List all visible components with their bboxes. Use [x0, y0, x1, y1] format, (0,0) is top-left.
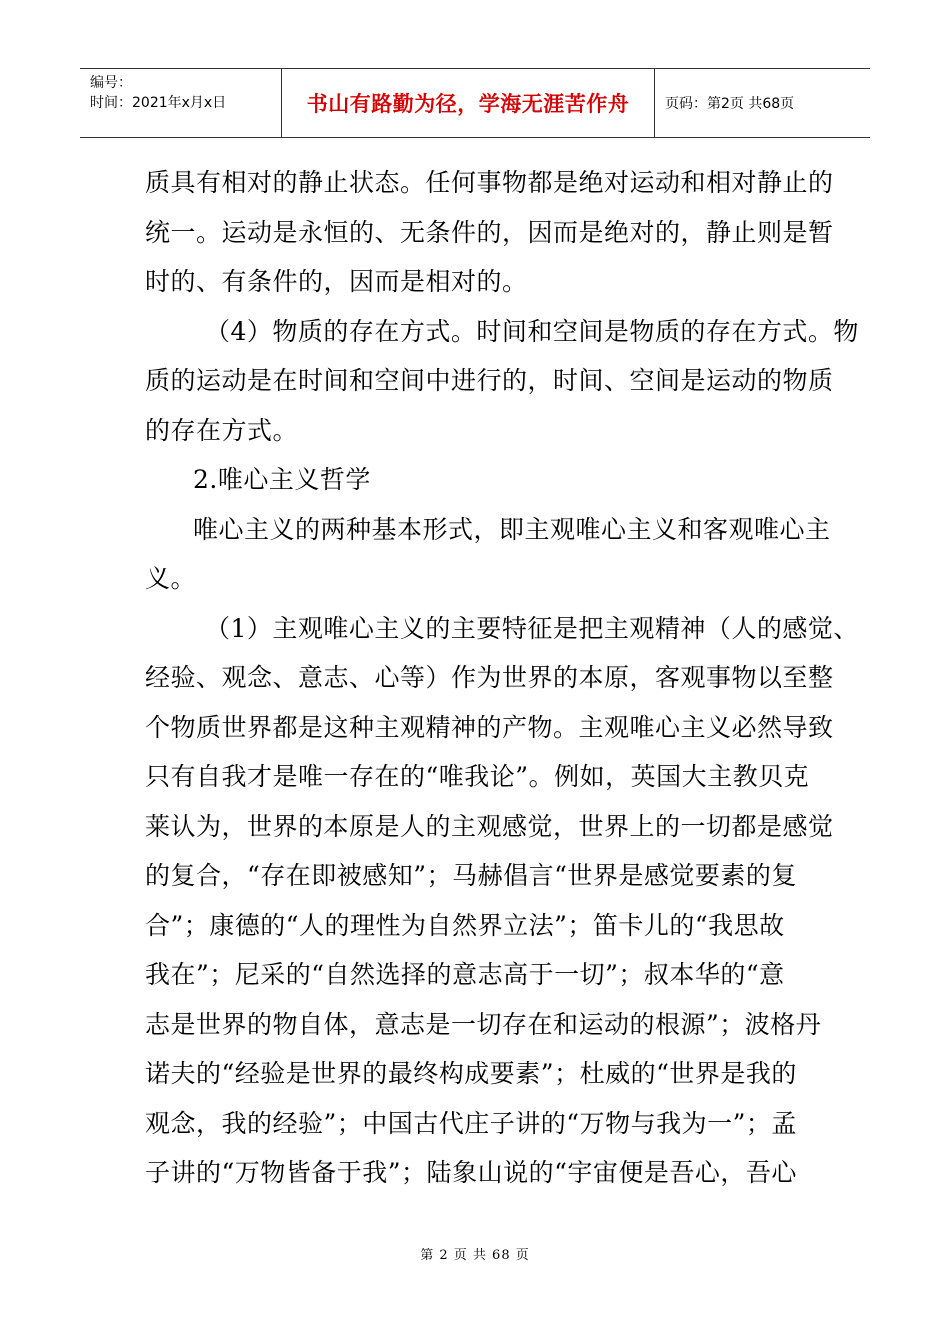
header-meta — [80, 69, 282, 137]
body-line: 时的、有条件的，因而是相对的。 — [145, 267, 528, 296]
body-line: 子讲的“万物皆备于我”；陆象山说的“宇宙便是吾心，吾心 — [145, 1158, 797, 1187]
header-motto-cell — [282, 69, 655, 137]
body-line: 观念，我的经验”；中国古代庄子讲的“万物与我为一”；孟 — [145, 1108, 797, 1138]
body-line: 质的运动是在时间和空间中进行的，时间、空间是运动的物质 — [145, 366, 834, 395]
body-line: 统一。运动是永恒的、无条件的，因而是绝对的，静止则是暂 — [145, 217, 834, 247]
body-line: （4）物质的存在方式。时间和空间是物质的存在方式。物 — [205, 316, 859, 346]
page-footer: 第 2 页 共 68 页 — [420, 1248, 530, 1263]
body-line: （1）主观唯心主义的主要特征是把主观精神（人的感觉、 — [205, 613, 859, 643]
body-line: 质具有相对的静止状态。任何事物都是绝对运动和相对静止的 — [145, 168, 834, 197]
page-header — [80, 68, 870, 138]
header-motto: 书山有路勤为径，学海无涯苦作舟 — [306, 91, 630, 116]
header-page-info: 页码：第2页 共68页 — [665, 96, 795, 112]
section-heading: 2.唯心主义哲学 — [193, 465, 371, 494]
header-page-cell — [655, 69, 870, 137]
body-line: 义。 — [145, 564, 197, 593]
body-line: 只有自我才是唯一存在的“唯我论”。例如，英国大主教贝克 — [145, 762, 810, 791]
body-line: 个物质世界都是这种主观精神的产物。主观唯心主义必然导致 — [145, 712, 834, 742]
body-line: 合”；康德的“人的理性为自然界立法”；笛卡儿的“我思故 — [145, 910, 785, 940]
body-line: 莱认为，世界的本原是人的主观感觉，世界上的一切都是感觉 — [145, 811, 834, 841]
body-line: 经验、观念、意志、心等）作为世界的本原，客观事物以至整 — [145, 663, 834, 692]
body-line: 诺夫的“经验是世界的最终构成要素”；杜威的“世界是我的 — [145, 1059, 797, 1088]
body-line: 的存在方式。 — [145, 415, 299, 445]
body-line: 的复合，“存在即被感知”；马赫倡言“世界是感觉要素的复 — [145, 861, 797, 890]
body-line: 我在”；尼采的“自然选择的意志高于一切”；叔本华的“意 — [145, 960, 785, 989]
document-body — [145, 158, 859, 1198]
body-line: 唯心主义的两种基本形式，即主观唯心主义和客观唯心主 — [193, 514, 831, 544]
document-number-label: 编号： — [90, 75, 132, 91]
body-line: 志是世界的物自体，意志是一切存在和运动的根源”；波格丹 — [145, 1009, 822, 1039]
document-date: 时间：2021年x月x日 — [90, 95, 227, 111]
